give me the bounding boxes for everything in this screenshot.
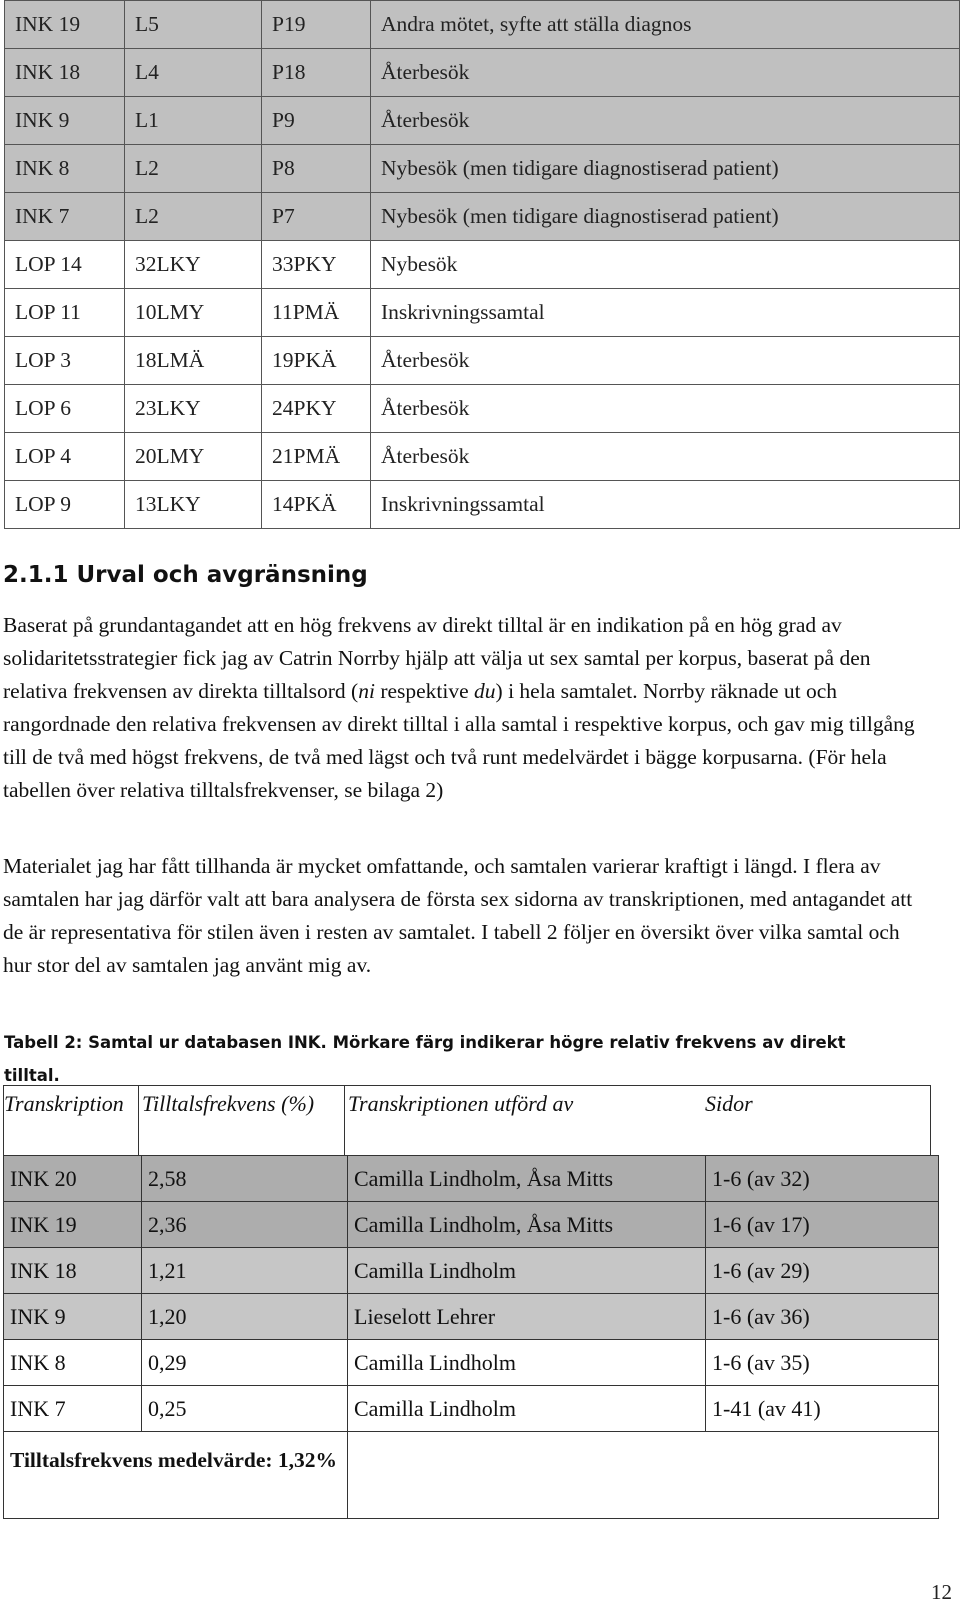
table-cell: P8: [262, 145, 371, 193]
table-cell: 33PKY: [262, 241, 371, 289]
table-cell: LOP 6: [5, 385, 125, 433]
table-row: [5, 481, 960, 529]
table-cell: INK 7: [5, 193, 125, 241]
table-row: [4, 1294, 939, 1340]
table-cell: INK 8: [4, 1340, 142, 1386]
table-cell: Camilla Lindholm, Åsa Mitts: [348, 1156, 706, 1202]
table-cell: Återbesök: [371, 337, 960, 385]
table-cell: 1-6 (av 35): [706, 1340, 939, 1386]
paragraph-text: respektive: [374, 679, 475, 703]
table-cell: LOP 9: [5, 481, 125, 529]
conversation-table: [3, 1155, 939, 1519]
table-cell: L2: [125, 193, 262, 241]
table-cell: P9: [262, 97, 371, 145]
table-row: [5, 1, 960, 49]
table-row: [5, 433, 960, 481]
table-cell: INK 9: [4, 1294, 142, 1340]
table-cell: LOP 3: [5, 337, 125, 385]
paragraph-text: ) i hela samtalet. Norrby räknade ut och rangordnade den relativa frekvensen av direkt tilltal i alla samtal i respektive korpus, och gav mig tillgång till de två med högst frekvens, de två med lägst och två runt medelvärdet i bägge korpusarna. (För hela tabellen över relativa tilltalsfrekvenser, se bilaga 2): [3, 679, 915, 802]
table-row: [5, 385, 960, 433]
table-cell: LOP 4: [5, 433, 125, 481]
table-cell: 1,21: [142, 1248, 348, 1294]
table-cell: 1-41 (av 41): [706, 1386, 939, 1432]
table-cell: 23LKY: [125, 385, 262, 433]
page-number: 12: [931, 1580, 952, 1604]
table-cell: 32LKY: [125, 241, 262, 289]
table-row: [4, 1202, 939, 1248]
table-cell: Andra mötet, syfte att ställa diagnos: [371, 1, 960, 49]
pronoun-du: du: [474, 679, 496, 703]
table-cell: 2,36: [142, 1202, 348, 1248]
header-utford-av: Transkriptionen utförd av: [348, 1091, 574, 1116]
table-cell: Inskrivningssamtal: [371, 481, 960, 529]
table-cell: LOP 14: [5, 241, 125, 289]
table-row: [5, 193, 960, 241]
table-cell: P19: [262, 1, 371, 49]
table-cell: INK 7: [4, 1386, 142, 1432]
table-row: [5, 97, 960, 145]
table-row: [4, 1156, 939, 1202]
table-header-row: [3, 1085, 931, 1155]
paragraph-material: Materialet jag har fått tillhanda är mycket omfattande, och samtalen varierar kraftigt i längd. I flera av samtalen har jag därför valt att bara analysera de första sex sidorna av transkriptionen, med antagandet att de är representativa för stilen även i resten av samtalet. I tabell 2 följer en översikt över vilka samtal och hur stor del av samtalen jag använt mig av.: [3, 854, 913, 977]
table-cell: 1-6 (av 32): [706, 1156, 939, 1202]
table-cell: 1-6 (av 17): [706, 1202, 939, 1248]
speaker-table: [4, 0, 960, 529]
table-cell: INK 19: [5, 1, 125, 49]
paragraph-selection: [3, 609, 933, 807]
table-row: [5, 289, 960, 337]
table-cell: 1-6 (av 36): [706, 1294, 939, 1340]
table-cell: L1: [125, 97, 262, 145]
table-cell: Återbesök: [371, 433, 960, 481]
table-cell: INK 19: [4, 1202, 142, 1248]
table-cell: 11PMÄ: [262, 289, 371, 337]
empty-cell: [348, 1432, 939, 1519]
table-cell: INK 20: [4, 1156, 142, 1202]
table-cell: 20LMY: [125, 433, 262, 481]
table-cell: P7: [262, 193, 371, 241]
table-cell: Nybesök (men tidigare diagnostiserad patient): [371, 145, 960, 193]
section-heading: 2.1.1 Urval och avgränsning: [3, 562, 368, 588]
table-row: [5, 49, 960, 97]
table-cell: Lieselott Lehrer: [348, 1294, 706, 1340]
table-row: [4, 1340, 939, 1386]
table-cell: Återbesök: [371, 97, 960, 145]
table-cell: 18LMÄ: [125, 337, 262, 385]
header-sidor: Sidor: [705, 1091, 753, 1116]
table-cell: 1-6 (av 29): [706, 1248, 939, 1294]
table-cell: Återbesök: [371, 385, 960, 433]
table-cell: INK 9: [5, 97, 125, 145]
table-cell: Återbesök: [371, 49, 960, 97]
table-cell: INK 18: [5, 49, 125, 97]
table-cell: Camilla Lindholm: [348, 1386, 706, 1432]
table-cell: Inskrivningssamtal: [371, 289, 960, 337]
table-cell: INK 18: [4, 1248, 142, 1294]
table-cell: L4: [125, 49, 262, 97]
paragraph-text: Baserat på grundantagandet att en hög frekvens av direkt tilltal är en indikation på en hög grad av solidaritetsstrategier fick jag av Catrin Norrby hjälp att välja ut sex samtal per korpus, baserat på den relativa frekvensen av direkta tilltalsord (: [3, 613, 871, 703]
table-row: [4, 1248, 939, 1294]
header-frekvens: Tilltalsfrekvens (%): [139, 1086, 345, 1156]
table-caption: Tabell 2: Samtal ur databasen INK. Mörkare färg indikerar högre relativ frekvens av direkt tilltal.: [4, 1033, 846, 1085]
table-cell: Camilla Lindholm: [348, 1340, 706, 1386]
table-footer-row: [4, 1432, 939, 1519]
pronoun-ni: ni: [358, 679, 375, 703]
table-cell: INK 8: [5, 145, 125, 193]
header-transkription: Transkription: [4, 1086, 139, 1156]
table-cell: 0,25: [142, 1386, 348, 1432]
table-cell: P18: [262, 49, 371, 97]
table-cell: 1,20: [142, 1294, 348, 1340]
table-row: [4, 1386, 939, 1432]
table-cell: Nybesök: [371, 241, 960, 289]
table-cell: 14PKÄ: [262, 481, 371, 529]
table-cell: 21PMÄ: [262, 433, 371, 481]
table-cell: Camilla Lindholm: [348, 1248, 706, 1294]
table-cell: 10LMY: [125, 289, 262, 337]
table-cell: L2: [125, 145, 262, 193]
table-cell: 24PKY: [262, 385, 371, 433]
average-frequency: Tilltalsfrekvens medelvärde: 1,32%: [4, 1432, 348, 1519]
table-cell: LOP 11: [5, 289, 125, 337]
table-cell: 13LKY: [125, 481, 262, 529]
table-cell: 2,58: [142, 1156, 348, 1202]
table-row: [5, 241, 960, 289]
table-cell: 19PKÄ: [262, 337, 371, 385]
table-cell: Camilla Lindholm, Åsa Mitts: [348, 1202, 706, 1248]
table-row: [5, 145, 960, 193]
table-cell: 0,29: [142, 1340, 348, 1386]
table-row: [5, 337, 960, 385]
table-cell: Nybesök (men tidigare diagnostiserad patient): [371, 193, 960, 241]
table-cell: L5: [125, 1, 262, 49]
